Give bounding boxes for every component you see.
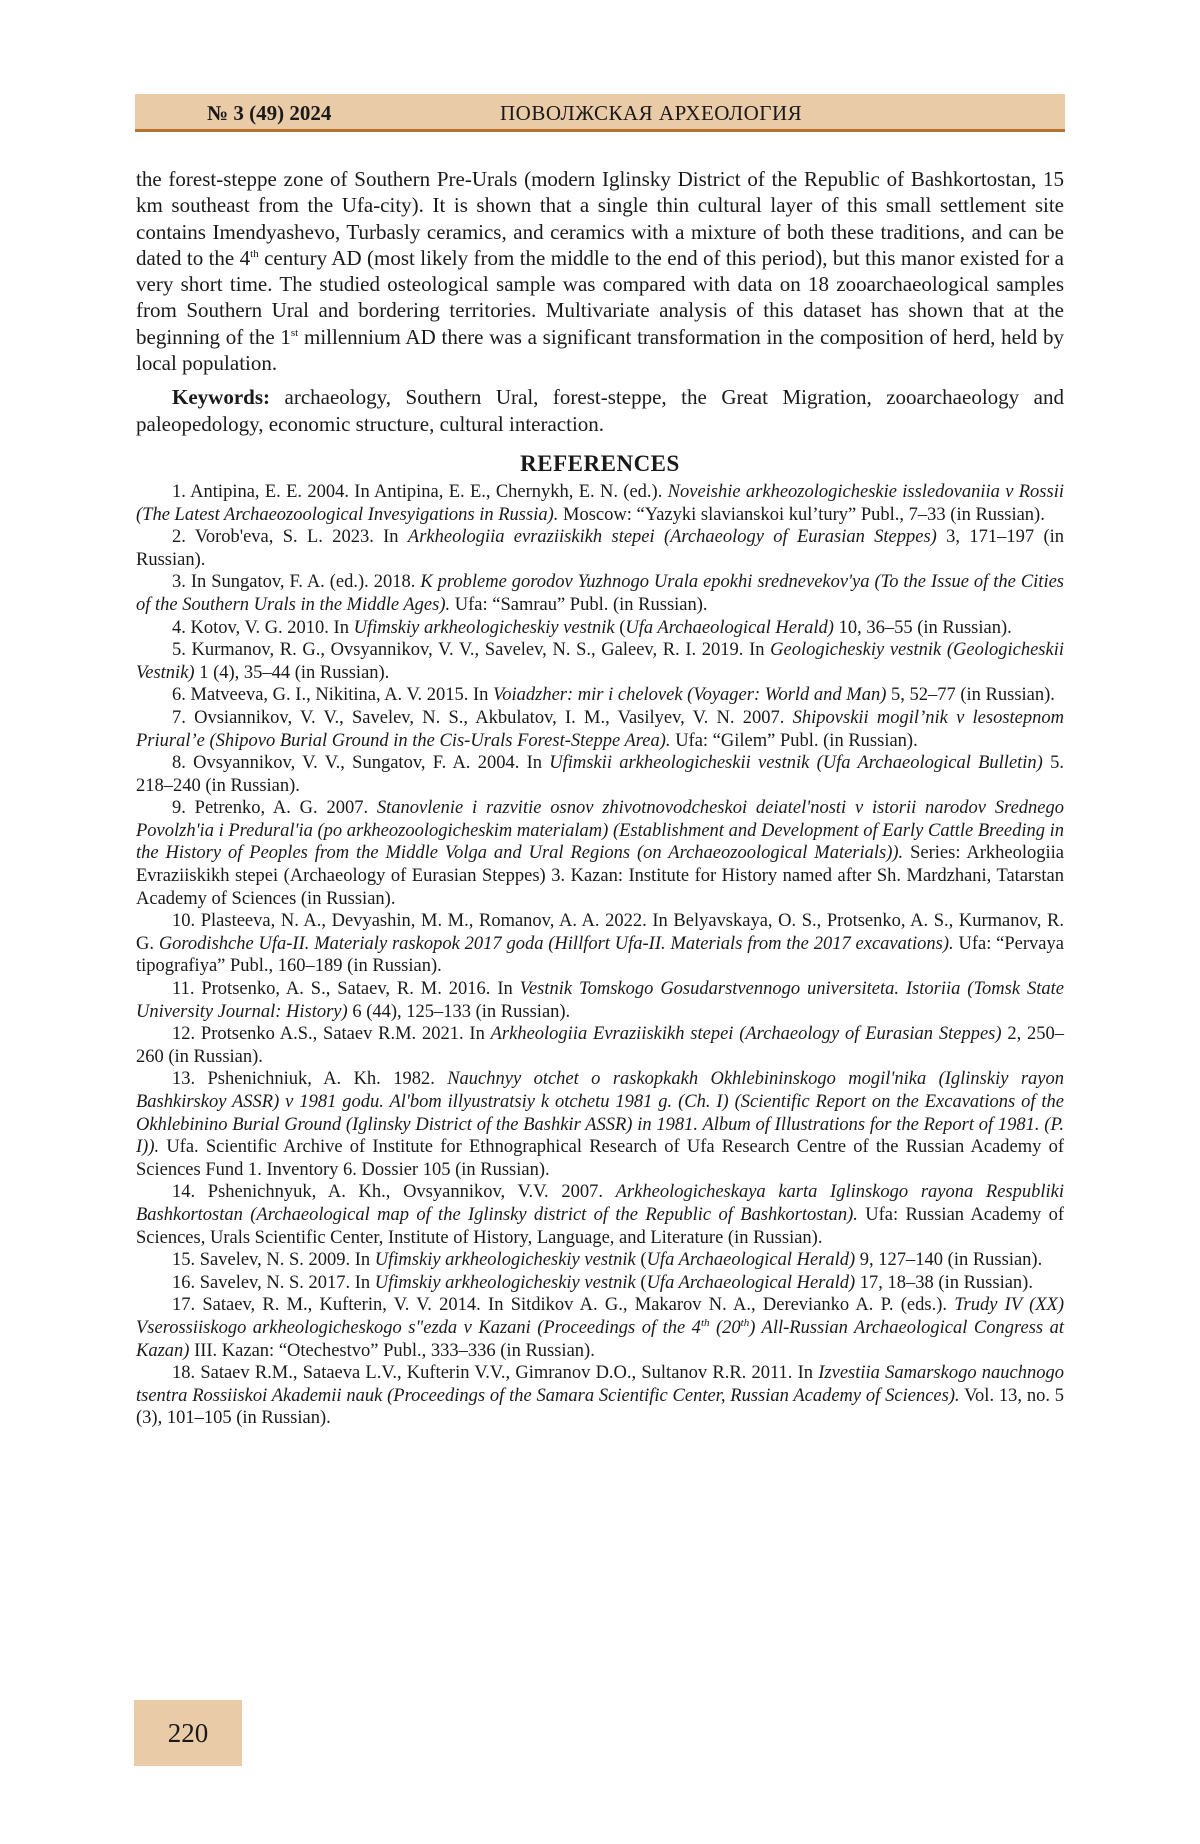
reference-part: Voiadzher: mir i chelovek (Voyager: World and Man) — [492, 685, 887, 706]
reference-item — [136, 1181, 1064, 1249]
reference-part: 12. Protsenko A.S., Sataev R.M. 2021. In — [172, 1024, 491, 1045]
reference-part: 1. Antipina, E. E. 2004. In Antipina, E. E., Chernykh, E. N. (ed.). — [172, 481, 668, 502]
reference-part: Arkheologiia Evraziiskikh stepei (Archaeology of Eurasian Steppes) — [490, 1024, 1002, 1045]
reference-part: th — [740, 1316, 750, 1329]
reference-part: Ufimskii arkheologicheskii vestnik (Ufa Archaeological Bulletin) — [549, 753, 1043, 774]
reference-part: 15. Savelev, N. S. 2009. In — [172, 1250, 375, 1271]
reference-part: 5. 218–240 (in Russian). — [136, 753, 1064, 796]
reference-part: Trudy IV (XX) Vserossiiskogo arkheologicheskogo s"ezda v Kazani (Proceedings of the 4 — [136, 1295, 1064, 1338]
reference-item — [136, 526, 1064, 571]
reference-part: 17. Sataev, R. M., Kufterin, V. V. 2014. In Sitdikov A. G., Makarov N. A., Derevianko A. P. (eds.). — [172, 1295, 955, 1316]
reference-part: Moscow: “Yazyki slavianskoi kul’tury” Publ., 7–33 (in Russian). — [558, 504, 1045, 525]
reference-item — [136, 1362, 1064, 1430]
reference-part: 5. Kurmanov, R. G., Ovsyannikov, V. V., Savelev, N. S., Galeev, R. I. 2019. In — [172, 640, 771, 661]
reference-part: K probleme gorodov Yuzhnogo Urala epokhi srednevekov'ya (To the Issue of the Cities of the Southern Urals in the Middle Ages). — [136, 572, 1064, 615]
reference-part: Series: Arkheologiia Evraziiskikh stepei (Archaeology of Eurasian Steppes) 3. Kazan: Institute for History named after Sh. Mardzhani, Tatarstan Academy of Sciences (in Russian). — [136, 843, 1064, 909]
reference-part: Arkheologicheskaya karta Iglinskogo rayona Respubliki Bashkortostan (Archaeological map of the Iglinsky district of the Republic of Bashkortostan). — [136, 1182, 1064, 1225]
reference-part: 6 (44), 125–133 (in Russian). — [347, 1001, 571, 1022]
abstract-sup-2: st — [290, 326, 299, 339]
reference-item — [136, 910, 1064, 978]
reference-item — [136, 571, 1064, 616]
references-heading: REFERENCES — [520, 450, 680, 476]
references-list — [136, 481, 1064, 1430]
keywords-text: archaeology, Southern Ural, forest-steppe, the Great Migration, zooarchaeology and paleopedology, economic structure, cultural interaction. — [136, 385, 1064, 436]
reference-part: 9. Petrenko, A. G. 2007. — [172, 798, 377, 819]
reference-part: Ufa: Russian Academy of Sciences, Urals Scientific Center, Institute of History, Language, and Literature (in Russian). — [136, 1204, 1064, 1248]
reference-item — [136, 481, 1064, 526]
reference-part: 11. Protsenko, A. S., Sataev, R. M. 2016. In — [172, 979, 520, 1000]
reference-part: Ufa Archaeological Herald) — [646, 1272, 856, 1293]
reference-part: Ufa Archaeological Herald) — [646, 1250, 856, 1271]
reference-part: Shipovskii mogil’nik v lesostepnom Priural’e (Shipovo Burial Ground in the Cis-Urals Forest-Steppe Area). — [136, 707, 1064, 751]
reference-part: Ufa Archaeological Herald) — [625, 617, 834, 638]
reference-part: Vol. 13, no. 5 (3), 101–105 (in Russian). — [136, 1385, 1065, 1429]
abstract — [136, 166, 1064, 437]
reference-part: 2, 250–260 (in Russian). — [136, 1024, 1065, 1067]
reference-part: 3, 171–197 (in Russian). — [136, 527, 1064, 570]
reference-part: 4. Kotov, V. G. 2010. In — [172, 617, 354, 638]
reference-item — [136, 797, 1064, 910]
abstract-text-3: millennium AD there was a significant transformation in the composition of herd, held by local population. — [136, 324, 1064, 376]
reference-part: Izvestiia Samarskogo nauchnogo tsentra Rossiiskoi Akademii nauk (Proceedings of the Samara Scientific Center, Russian Academy of Sciences). — [136, 1363, 1064, 1406]
reference-part: 17, 18–38 (in Russian). — [855, 1272, 1033, 1293]
reference-part: 2. Vorob'eva, S. L. 2023. In — [172, 527, 408, 548]
reference-part: 5, 52–77 (in Russian). — [886, 685, 1055, 706]
reference-part: Vestnik Tomskogo Gosudarstvennogo universiteta. Istoriia (Tomsk State University Journal: History) — [136, 979, 1064, 1022]
page-number: 220 — [167, 1718, 209, 1748]
abstract-text-2: century AD (most likely from the middle to the end of this period), but this manor existed for a very short time. The studied osteological sample was compared with data on 18 zooarchaeological samples from Southern Ural and bordering territories. Multivariate analysis of this dataset has shown that at the beginning of the 1 — [136, 245, 1064, 349]
keywords-label: Keywords: — [172, 385, 270, 410]
reference-part: 14. Pshenichnyuk, A. Kh., Ovsyannikov, V.V. 2007. — [172, 1182, 616, 1203]
reference-item — [136, 978, 1064, 1023]
reference-item — [136, 752, 1064, 797]
reference-item — [136, 707, 1064, 752]
running-header — [135, 94, 1065, 132]
reference-part: ( — [635, 1272, 647, 1293]
reference-part: 18. Sataev R.M., Sataeva L.V., Kufterin V.V., Gimranov D.O., Sultanov R.R. 2011. In — [172, 1363, 819, 1384]
reference-part: 1 (4), 35–44 (in Russian). — [194, 662, 390, 683]
reference-part: 10. Plasteeva, N. A., Devyashin, M. M., Romanov, A. A. 2022. In Belyavskaya, O. S., Protsenko, A. S., Kurmanov, R. G. — [136, 911, 1064, 954]
reference-part: Ufimskiy arkheologicheskiy vestnik — [374, 1272, 636, 1293]
page-number-box — [134, 1700, 242, 1766]
reference-part: 16. Savelev, N. S. 2017. In — [172, 1272, 375, 1293]
reference-part: ) All-Russian Archaeological Congress at Kazan) — [136, 1317, 1064, 1361]
reference-part: 6. Matveeva, G. I., Nikitina, A. V. 2015. In — [172, 685, 493, 706]
reference-item — [136, 1249, 1064, 1272]
reference-part: Arkheologiia evraziiskikh stepei (Archaeology of Eurasian Steppes) — [407, 527, 937, 548]
abstract-paragraph — [136, 166, 1064, 376]
reference-part: 10, 36–55 (in Russian). — [833, 617, 1012, 638]
keywords — [136, 384, 1064, 437]
reference-part: Nauchnyy otchet o raskopkakh Okhlebininskogo mogil'nika (Iglinskiy rayon Bashkirskoy ASSR) v 1981 godu. Al'bom illyustratsiy k otchetu 1981 g. (Ch. I) (Scientific Report on the Excavations of the Okhlebinino Burial Ground (Iglinsky District of the Bashkir ASSR) in 1981. Album of Illustrations for the Report of 1981. (P. I)). — [136, 1069, 1064, 1158]
reference-item — [136, 1272, 1064, 1295]
reference-part: ( — [635, 1250, 647, 1271]
reference-part: Stanovlenie i razvitie osnov zhivotnovodcheskoi deiatel'nosti v istorii narodov Srednego Povolzh'ia i Predural'ia (po arkheozoologicheskim materialam) (Establishment and Development of Early Cattle Breeding in the History of Peoples from the Middle Volga and Ural Regions (on Archaeozoological Materials)). — [136, 798, 1064, 864]
reference-part: Gorodishche Ufa-II. Materialy raskopok 2017 goda (Hillfort Ufa-II. Materials from the 2017 excavations). — [158, 933, 954, 954]
reference-part: Ufimskiy arkheologicheskiy vestnik — [374, 1250, 636, 1271]
reference-part: Ufimskiy arkheologicheskiy vestnik — [353, 617, 615, 638]
reference-item — [136, 1068, 1064, 1181]
reference-part: (20 — [709, 1317, 741, 1338]
reference-part: Ufa: “Pervaya tipografiya” Publ., 160–189 (in Russian). — [136, 933, 1064, 977]
journal-title: ПОВОЛЖСКАЯ АРХЕОЛОГИЯ — [500, 101, 803, 125]
issue-number: № 3 (49) 2024 — [207, 101, 332, 125]
abstract-sup-1: th — [250, 247, 259, 260]
reference-part: Ufa: “Samrau” Publ. (in Russian). — [450, 594, 708, 615]
reference-part: 8. Ovsyannikov, V. V., Sungatov, F. A. 2004. In — [172, 753, 550, 774]
reference-part: 3. In Sungatov, F. A. (ed.). 2018. — [172, 572, 421, 593]
reference-item — [136, 1294, 1064, 1362]
reference-part: 9, 127–140 (in Russian). — [855, 1250, 1043, 1271]
reference-part: 13. Pshenichniuk, A. Kh. 1982. — [172, 1069, 448, 1090]
reference-part: ( — [614, 617, 626, 638]
reference-part: III. Kazan: “Otechestvo” Publ., 333–336 (in Russian). — [189, 1340, 595, 1361]
reference-item — [136, 1023, 1064, 1068]
page-content — [136, 166, 1064, 1430]
reference-item — [136, 639, 1064, 684]
reference-part: 7. Ovsiannikov, V. V., Savelev, N. S., Akbulatov, I. M., Vasilyev, V. N. 2007. — [172, 707, 793, 728]
reference-part: Ufa: “Gilem” Publ. (in Russian). — [670, 730, 918, 751]
reference-part: th — [700, 1316, 710, 1329]
reference-item — [136, 684, 1064, 707]
abstract-text-1: the forest-steppe zone of Southern Pre-Urals (modern Iglinsky District of the Republic of Bashkortostan, 15 km southeast from the Ufa-city). It is shown that a single thin cultural layer of this small settlement site contains Imendyashevo, Turbasly ceramics, and ceramics with a mixture of both these traditions, and can be dated to the 4 — [136, 167, 1064, 270]
reference-part: Geologicheskiy vestnik (Geologicheskii Vestnik) — [136, 640, 1064, 683]
reference-part: Ufa. Scientific Archive of Institute for Ethnographical Research of Ufa Research Centre of the Russian Academy of Sciences Fund 1. Inventory 6. Dossier 105 (in Russian). — [136, 1137, 1064, 1180]
reference-part: Noveishie arkheozologicheskie issledovaniia v Rossii (The Latest Archaeozoological Invesyigations in Russia). — [136, 481, 1064, 525]
reference-item — [136, 617, 1064, 640]
